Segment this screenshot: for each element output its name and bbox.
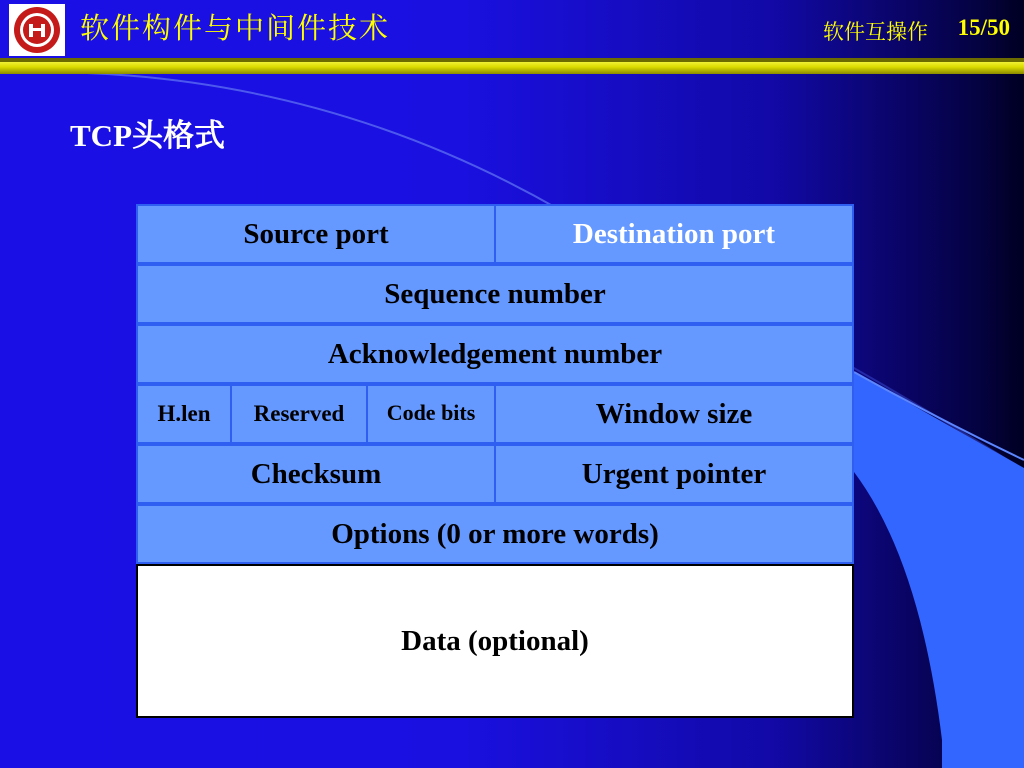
tcp-header-diagram [136,204,854,718]
university-seal-logo [9,4,65,56]
acknowledgement-number-cell: Acknowledgement number [136,324,854,384]
header-length-cell: H.len [136,384,232,444]
header-divider-bar [0,58,1024,74]
row-options [136,504,854,564]
reserved-cell: Reserved [230,384,368,444]
data-cell: Data (optional) [136,564,854,718]
row-acknowledgement [136,324,854,384]
checksum-cell: Checksum [136,444,496,504]
destination-port-cell: Destination port [494,204,854,264]
slide-title: TCP头格式 [70,118,225,153]
course-title: 软件构件与中间件技术 [80,11,391,45]
code-bits-cell: Code bits [366,384,496,444]
options-cell: Options (0 or more words) [136,504,854,564]
header-bar [0,0,1024,58]
page-number: 15/50 [957,15,1010,40]
window-size-cell: Window size [494,384,854,444]
row-checksum-urgent [136,444,854,504]
row-flags-window [136,384,854,444]
row-sequence [136,264,854,324]
topic-label: 软件互操作 [823,20,928,44]
urgent-pointer-cell: Urgent pointer [494,444,854,504]
row-ports [136,204,854,264]
source-port-cell: Source port [136,204,496,264]
sequence-number-cell: Sequence number [136,264,854,324]
